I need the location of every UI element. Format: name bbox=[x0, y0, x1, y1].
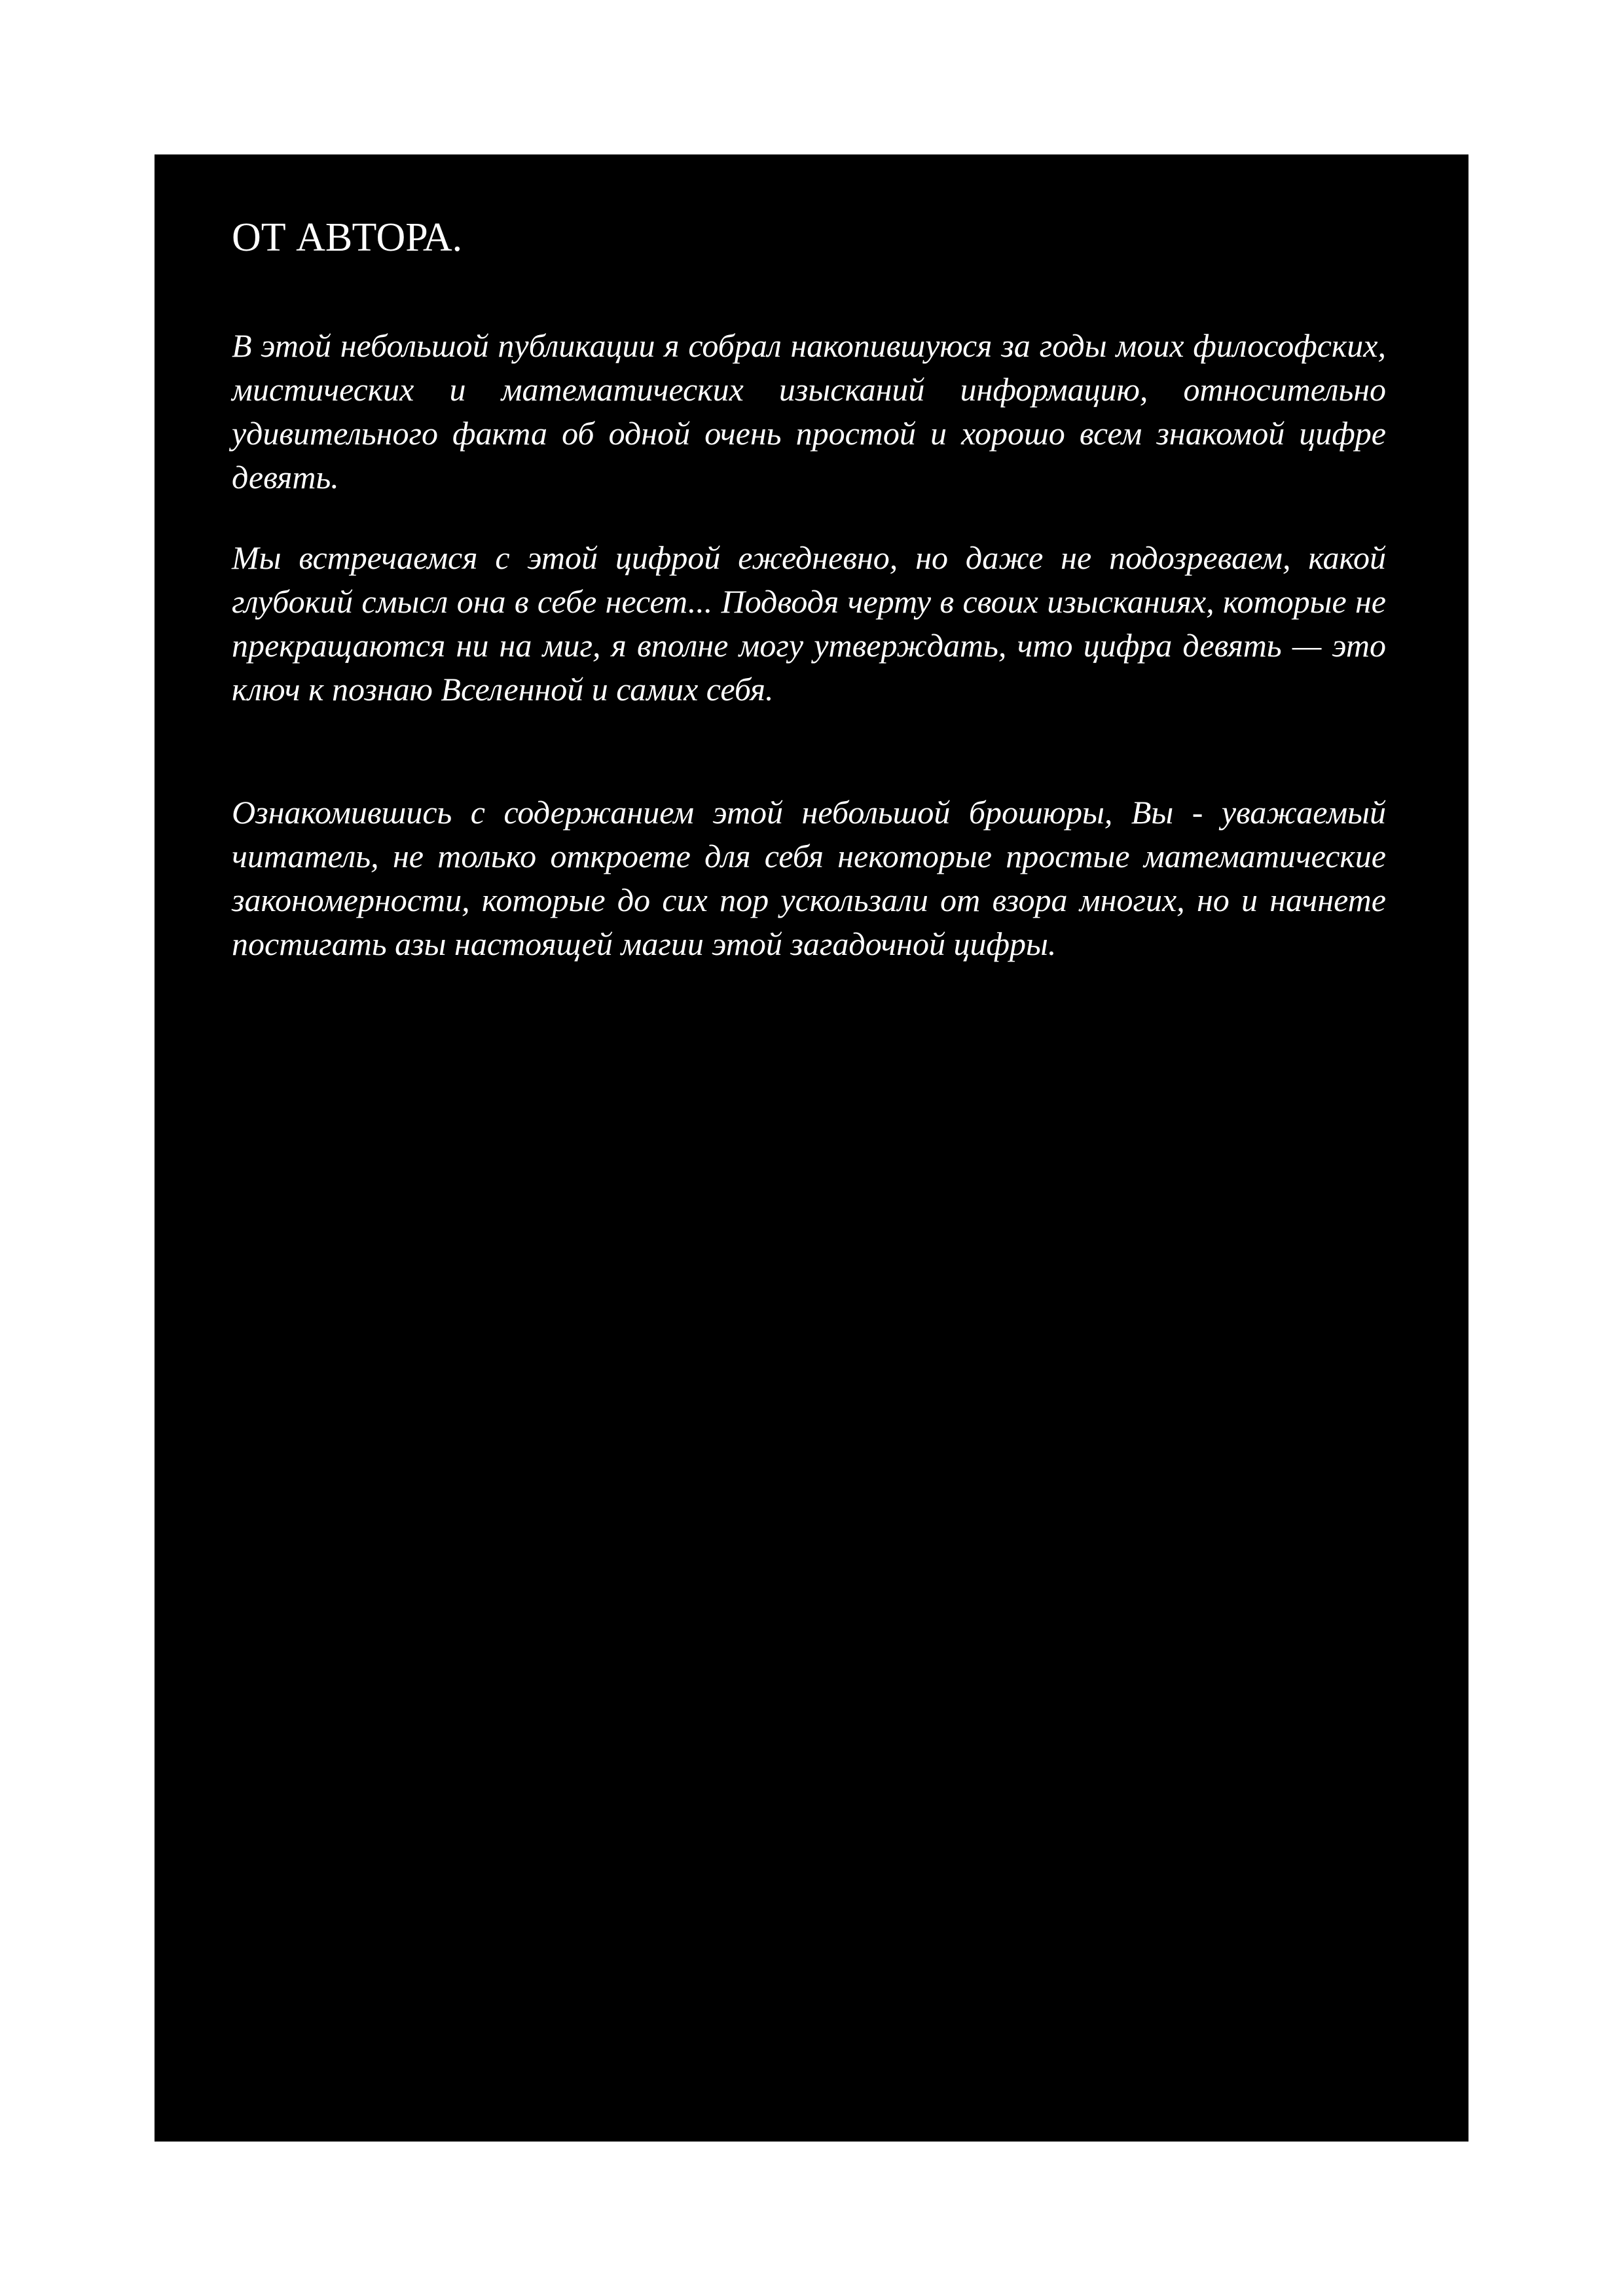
paragraph-meaning: Мы встречаемся с этой цифрой ежедневно, но даже не подозреваем, какой глубокий смысл она в себе несет... Подводя черту в своих изысканиях, которые не прекращаются ни на миг, я вполне могу утверждать, что цифра девять — это ключ к познаю Вселенной и самих себя. bbox=[232, 539, 1386, 708]
paragraph-reader: Ознакомившись с содержанием этой небольшой брошюры, Вы - уважаемый читатель, не только откроете для себя некоторые простые математические закономерности, которые до сих пор ускользали от взора многих, но и начнете постигать азы настоящей магии этой загадочной цифры. bbox=[232, 794, 1386, 962]
paragraph-intro: В этой небольшой публикации я собрал накопившуюся за годы моих философских, мистических и математических изысканий информацию, относительно удивительного факта об одной очень простой и хорошо всем знакомой цифре девять. bbox=[232, 327, 1386, 495]
section-title: ОТ АВТОРА. bbox=[232, 215, 463, 260]
